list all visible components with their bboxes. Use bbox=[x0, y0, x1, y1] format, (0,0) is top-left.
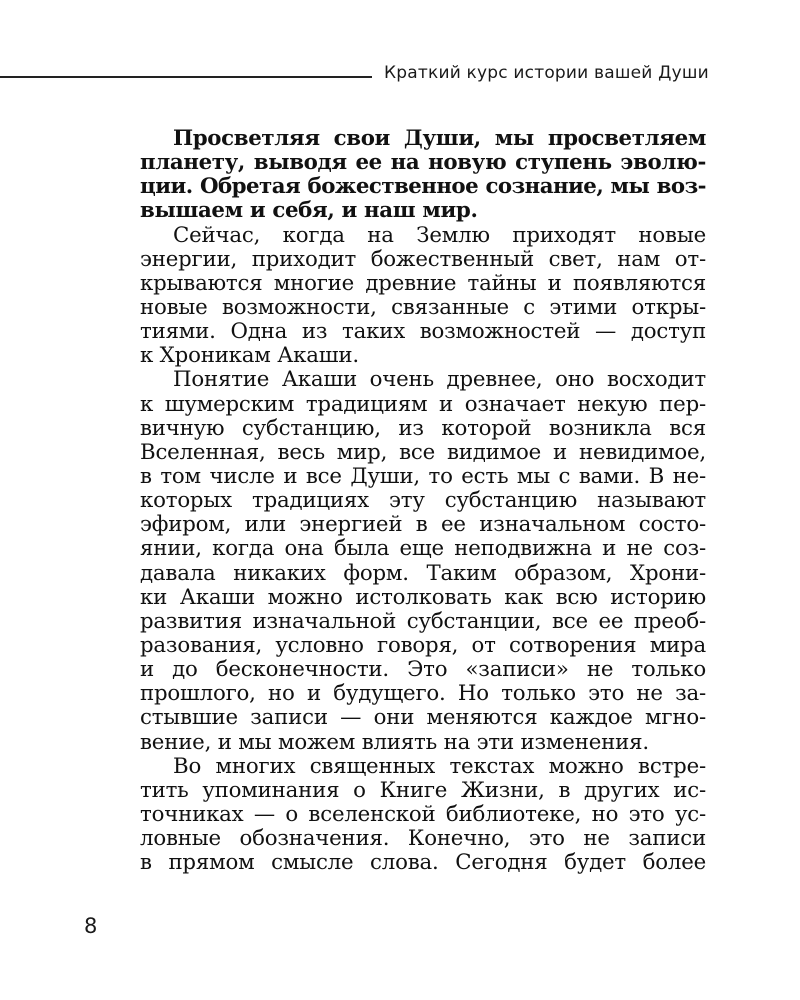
text-line: Просветляя свои Души, мы просветляем bbox=[173, 127, 706, 151]
text-line: разования, условно говоря, от сотворения мира bbox=[140, 633, 706, 658]
text-line: которых традициях эту субстанцию называют bbox=[140, 489, 706, 514]
paragraph-akasha-concept bbox=[140, 368, 706, 754]
text-line: вичную субстанцию, из которой возникла вся bbox=[140, 416, 706, 441]
header-rule bbox=[0, 76, 372, 78]
text-line: Во многих священных текстах можно встре- bbox=[173, 754, 706, 779]
text-line: янии, когда она была еще неподвижна и не соз- bbox=[140, 537, 706, 562]
text-line: планету, выводя ее на новую ступень эволю- bbox=[140, 151, 706, 176]
body-text bbox=[140, 127, 706, 875]
paragraph-new-energies bbox=[140, 224, 706, 369]
text-line: Понятие Акаши очень древнее, оно восходит bbox=[173, 368, 706, 393]
text-line: точниках — о вселенской библиотеке, но это ус- bbox=[140, 802, 706, 827]
paragraph-book-of-life bbox=[140, 755, 706, 876]
text-line: к шумерским традициям и означает некую пер- bbox=[140, 392, 706, 417]
text-line: крываются многие древние тайны и появляются bbox=[140, 271, 706, 296]
text-line: тить упоминания о Книге Жизни, в других ис- bbox=[140, 778, 706, 803]
text-line: вение, и мы можем влиять на эти изменения. bbox=[140, 730, 649, 755]
text-line: эфиром, или энергией в ее изначальном состо- bbox=[140, 513, 706, 538]
text-line: прошлого, но и будущего. Но только это не за- bbox=[140, 682, 706, 707]
text-line: новые возможности, связанные с этими откры- bbox=[140, 295, 706, 320]
paragraph-bold-intro bbox=[140, 127, 706, 224]
text-line: ки Акаши можно истолковать как всю историю bbox=[140, 585, 706, 610]
text-line: ции. Обретая божественное сознание, мы воз- bbox=[140, 175, 706, 200]
text-line: энергии, приходит божественный свет, нам от- bbox=[140, 247, 706, 272]
text-line: вышаем и себя, и наш мир. bbox=[140, 199, 478, 224]
text-line: тиями. Одна из таких возможностей — доступ bbox=[140, 320, 706, 345]
text-line: ловные обозначения. Конечно, это не записи bbox=[140, 827, 706, 852]
text-line: в том числе и все Души, то есть мы с вами. В не- bbox=[140, 464, 706, 489]
text-line: в прямом смысле слова. Сегодня будет более bbox=[140, 851, 706, 876]
running-header: Краткий курс истории вашей Души bbox=[384, 63, 709, 83]
text-line: стывшие записи — они меняются каждое мгно- bbox=[140, 706, 706, 731]
text-line: Вселенная, весь мир, все видимое и невидимое, bbox=[140, 440, 706, 465]
text-line: и до бесконечности. Это «записи» не только bbox=[140, 658, 706, 683]
page-number: 8 bbox=[84, 914, 98, 938]
text-line: Сейчас, когда на Землю приходят новые bbox=[173, 223, 706, 248]
text-line: давала никаких форм. Таким образом, Хрони- bbox=[140, 561, 706, 586]
text-line: развития изначальной субстанции, все ее преоб- bbox=[140, 609, 706, 634]
text-line: к Хроникам Акаши. bbox=[140, 344, 359, 369]
